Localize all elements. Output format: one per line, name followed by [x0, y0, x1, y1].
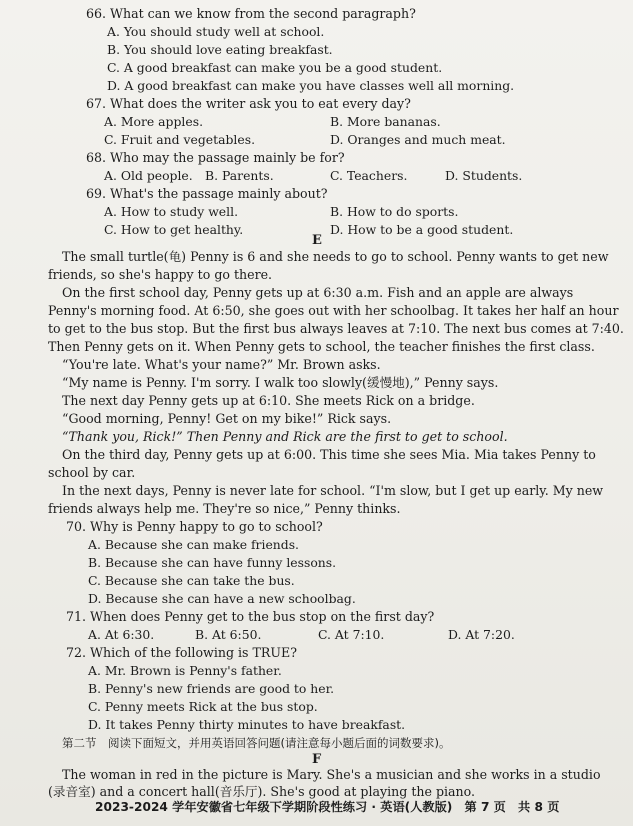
page-footer: 2023-2024 学年安徽省七年级下学期阶段性练习 · 英语(人教版) 第 7 页 共 8 页	[95, 800, 560, 814]
passage-f-line: (录音室) and a concert hall(音乐厅). She's good at playing the piano.	[48, 784, 476, 799]
passage-e-line: friends always help me. They're so nice,” Penny thinks.	[48, 501, 401, 516]
passage-e-line: to get to the bus stop. But the first bus always leaves at 7:10. The next bus comes at 7:40.	[48, 321, 624, 336]
question-69-option-b: B. How to do sports.	[330, 204, 459, 219]
question-66-option-a: A. You should study well at school.	[107, 24, 325, 39]
question-67-option-a: A. More apples.	[104, 114, 204, 129]
question-68-option-b: B. Parents.	[205, 168, 274, 183]
passage-e-line: friends, so she's happy to go there.	[48, 267, 273, 282]
question-67-option-b: B. More bananas.	[330, 114, 441, 129]
question-72-option-b: B. Penny's new friends are good to her.	[88, 681, 335, 696]
question-72-option-c: C. Penny meets Rick at the bus stop.	[88, 699, 318, 714]
passage-e-line: The small turtle(龟) Penny is 6 and she needs to go to school. Penny wants to get new	[62, 249, 609, 264]
passage-e-line: “You're late. What's your name?” Mr. Brown asks.	[62, 357, 381, 372]
question-72-stem: 72. Which of the following is TRUE?	[66, 645, 297, 660]
question-70-option-b: B. Because she can have funny lessons.	[88, 555, 337, 570]
question-69-stem: 69. What's the passage mainly about?	[86, 186, 328, 201]
question-71-option-a: A. At 6:30.	[88, 627, 155, 642]
question-67-stem: 67. What does the writer ask you to eat every day?	[86, 96, 411, 111]
question-69-option-c: C. How to get healthy.	[104, 222, 244, 237]
question-68-option-c: C. Teachers.	[330, 168, 408, 183]
passage-e-line: “My name is Penny. I'm sorry. I walk too slowly(缓慢地),” Penny says.	[62, 375, 499, 390]
question-69-option-a: A. How to study well.	[104, 204, 239, 219]
question-66-option-b: B. You should love eating breakfast.	[107, 42, 333, 57]
section-2-instructions: 第二节 阅读下面短文，并用英语回答问题(请注意每小题后面的词数要求)。	[62, 736, 451, 750]
passage-e-line: On the first school day, Penny gets up at 6:30 a.m. Fish and an apple are always	[62, 285, 574, 300]
section-f-heading: F	[312, 752, 322, 767]
passage-e-line: school by car.	[48, 465, 136, 480]
question-71-stem: 71. When does Penny get to the bus stop on the first day?	[66, 609, 435, 624]
question-68-option-a: A. Old people.	[104, 168, 193, 183]
question-69-option-d: D. How to be a good student.	[330, 222, 514, 237]
question-67-option-c: C. Fruit and vegetables.	[104, 132, 256, 147]
question-68-stem: 68. Who may the passage mainly be for?	[86, 150, 345, 165]
question-72-option-d: D. It takes Penny thirty minutes to have breakfast.	[88, 717, 406, 732]
passage-e-line: “Thank you, Rick!” Then Penny and Rick are the first to get to school.	[62, 429, 508, 444]
question-66-stem: 66. What can we know from the second paragraph?	[86, 6, 416, 21]
question-66-option-d: D. A good breakfast can make you have classes well all morning.	[107, 78, 515, 93]
passage-e-line: In the next days, Penny is never late for school. “I'm slow, but I get up early. My new	[62, 483, 604, 498]
question-67-option-d: D. Oranges and much meat.	[330, 132, 506, 147]
passage-f-line: The woman in red in the picture is Mary. She's a musician and she works in a studio	[62, 767, 601, 782]
passage-e-line: On the third day, Penny gets up at 6:00. This time she sees Mia. Mia takes Penny to	[62, 447, 596, 462]
question-71-option-d: D. At 7:20.	[448, 627, 515, 642]
question-70-stem: 70. Why is Penny happy to go to school?	[66, 519, 323, 534]
question-66-option-c: C. A good breakfast can make you be a good student.	[107, 60, 443, 75]
passage-e-line: “Good morning, Penny! Get on my bike!” Rick says.	[62, 411, 392, 426]
question-70-option-d: D. Because she can have a new schoolbag.	[88, 591, 356, 606]
passage-e-line: The next day Penny gets up at 6:10. She meets Rick on a bridge.	[62, 393, 475, 408]
question-70-option-c: C. Because she can take the bus.	[88, 573, 295, 588]
question-71-option-c: C. At 7:10.	[318, 627, 385, 642]
question-71-option-b: B. At 6:50.	[195, 627, 262, 642]
question-72-option-a: A. Mr. Brown is Penny's father.	[88, 663, 282, 678]
question-70-option-a: A. Because she can make friends.	[88, 537, 299, 552]
passage-e-line: Then Penny gets on it. When Penny gets to school, the teacher finishes the first class.	[48, 339, 595, 354]
section-e-heading: E	[312, 233, 322, 248]
passage-e-line: Penny's morning food. At 6:50, she goes out with her schoolbag. It takes her half an hour	[48, 303, 619, 318]
question-68-option-d: D. Students.	[445, 168, 523, 183]
